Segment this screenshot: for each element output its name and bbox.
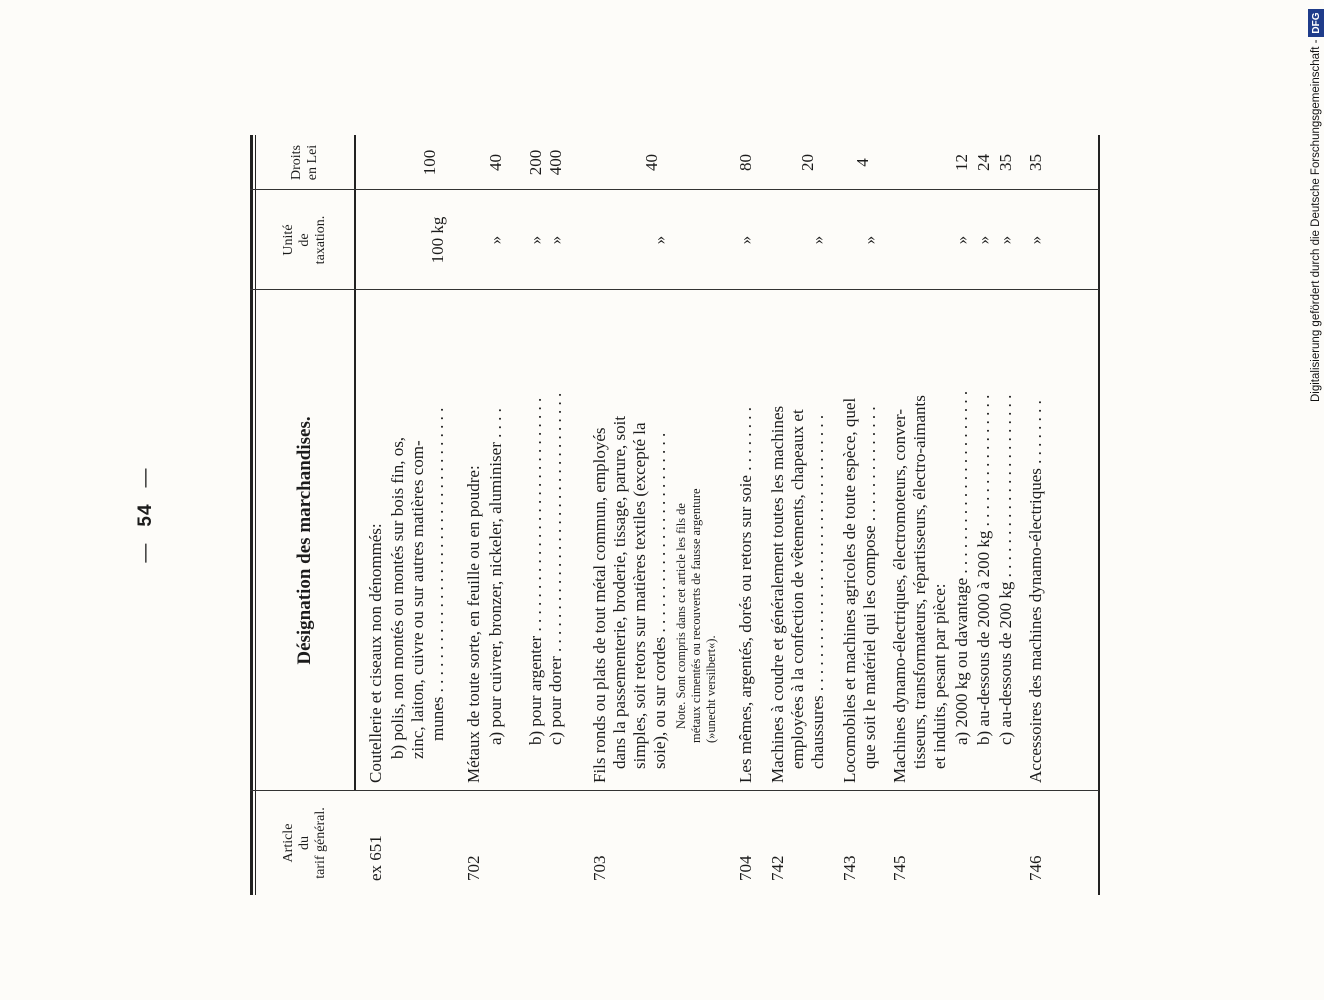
- row-703-line1: Fils ronds ou plats de tout métal commun, employés: [590, 427, 609, 783]
- row-745-line1: Machines dynamo-électriques, électromoteurs, conver-: [890, 409, 909, 783]
- row-743-line1: Locomobiles et machines agricoles de toute espèce, quel: [840, 397, 859, 783]
- article-703: 703: [590, 855, 609, 881]
- row-742-line2: employées à la confection de vêtements, chapeaux et: [788, 409, 807, 769]
- unit-ex651b: 100 kg: [428, 216, 447, 264]
- unit-704: »: [736, 235, 755, 245]
- credit-text: Digitalisierung gefördert durch die Deutsche Forschungsgemeinschaft -: [1310, 39, 1322, 402]
- header-unit-l3: taxation.: [313, 215, 328, 265]
- article-743: 743: [840, 855, 859, 881]
- col-rule-1: [250, 790, 1099, 791]
- header-article-l2: du: [297, 836, 312, 851]
- row-ex651b-line3: munes . . . . . . . . . . . . . . . . . . . . . . . . . . . . . . . . . .: [428, 407, 447, 741]
- dash-left: —: [135, 542, 156, 563]
- tariff-table: [250, 135, 1100, 895]
- header-article: [258, 791, 352, 895]
- article-ex651: ex 651: [366, 835, 385, 881]
- unit-745c: »: [996, 235, 1015, 245]
- header-article-l1: Article: [281, 823, 296, 863]
- row-745-line2: tisseurs, transformateurs, répartisseurs, électro-aimants: [910, 395, 929, 769]
- unit-745a: »: [952, 235, 971, 245]
- duty-746: 35: [1026, 154, 1045, 171]
- header-unit-l1: Unité: [281, 224, 296, 256]
- rotated-page: [95, 135, 1315, 895]
- unit-703: »: [650, 235, 669, 245]
- duty-745b: 24: [974, 154, 993, 171]
- duty-ex651b: 100: [420, 149, 439, 176]
- row-742-line1: Machines à coudre et généralement toutes les machines: [768, 405, 787, 783]
- unit-743: »: [860, 235, 879, 245]
- duty-704: 80: [736, 154, 755, 171]
- row-703-line3: simples, soit retors sur matières textiles (excepté la: [630, 422, 649, 769]
- header-designation: Désignation des marchandises.: [294, 416, 315, 665]
- row-703-line2: dans la passementerie, broderie, tissage, parure, soit: [610, 415, 629, 769]
- duty-745c: 35: [996, 154, 1015, 171]
- row-702a-line1: a) pour cuivrer, bronzer, nickeler, aluminiser . . . .: [486, 408, 505, 745]
- page-number-value: 54: [135, 503, 156, 527]
- dash-right: —: [135, 467, 156, 488]
- unit-702b: »: [526, 235, 545, 245]
- duty-702c: 400: [546, 149, 565, 176]
- article-702: 702: [464, 855, 483, 881]
- row-743-line2: que soit le matériel qui les compose . . . . . . . . . . . . . .: [860, 406, 879, 769]
- row-745b-line1: b) au-dessous de 2000 à 200 kg . . . . . . . . . . . . . . . .: [974, 394, 993, 745]
- header-unit: [258, 190, 352, 290]
- row-702c-line1: c) pour dorer . . . . . . . . . . . . . . . . . . . . . . . . . . . . . . .: [546, 392, 565, 745]
- header-duty-l1: Droits: [289, 145, 304, 180]
- row-ex651b-line1: b) polis, non montés ou montés sur bois fin, os,: [388, 436, 407, 759]
- duty-745a: 12: [952, 154, 971, 171]
- row-ex651-line1: Coutellerie et ciseaux non dénommés:: [366, 523, 385, 783]
- note-703-line1: Note. Sont compris dans cet article les fils de: [674, 503, 688, 729]
- dfg-logo: DFG: [1308, 9, 1324, 36]
- header-article-l3: tarif général.: [313, 807, 328, 879]
- digitization-credit-text: [1307, 12, 1324, 402]
- row-745a-line1: a) 2000 kg ou davantage . . . . . . . . . . . . . . . . . . . . . .: [952, 390, 971, 745]
- unit-742: »: [808, 235, 827, 245]
- row-702-line1: Métaux de toute sorte, en feuille ou en poudre:: [464, 465, 483, 783]
- table-top-rule-thin: [255, 135, 256, 895]
- duty-702b: 200: [526, 149, 545, 176]
- row-745-line3: et induits, pesant par pièce:: [930, 583, 949, 769]
- article-746: 746: [1026, 855, 1045, 881]
- row-745c-line1: c) au-dessous de 200 kg . . . . . . . . . . . . . . . . . . . . . .: [996, 394, 1015, 745]
- table-bottom-rule: [1098, 135, 1100, 895]
- row-742-line3: chaussures . . . . . . . . . . . . . . . . . . . . . . . . . . . . . . . . .: [808, 414, 827, 769]
- unit-702a: »: [486, 235, 505, 245]
- header-duty: [258, 135, 352, 190]
- unit-746: »: [1026, 235, 1045, 245]
- table-top-rule: [250, 135, 253, 895]
- duty-742: 20: [798, 154, 817, 171]
- row-702b-line1: b) pour argenter . . . . . . . . . . . . . . . . . . . . . . . . . . . .: [526, 397, 545, 745]
- duty-703: 40: [642, 154, 661, 171]
- header-rule: [354, 135, 356, 791]
- row-ex651b-line2: zinc, laiton, cuivre ou sur autres matières com-: [408, 440, 427, 759]
- article-704: 704: [736, 855, 755, 881]
- duty-702a: 40: [486, 154, 505, 171]
- unit-745b: »: [974, 235, 993, 245]
- page-number: [135, 135, 157, 895]
- row-704-line1: Les mêmes, argentés, dorés ou retors sur soie . . . . . . . .: [736, 407, 755, 783]
- unit-702c: »: [546, 235, 565, 245]
- article-742: 742: [768, 855, 787, 881]
- article-745: 745: [890, 855, 909, 881]
- header-unit-l2: de: [297, 233, 312, 247]
- row-703-line4: soie), ou sur cordes . . . . . . . . . . . . . . . . . . . . . . . .: [650, 432, 669, 769]
- header-duty-l2: en Lei: [305, 144, 320, 181]
- row-746-line1: Accessoires des machines dynamo-électriques . . . . . . . .: [1026, 400, 1045, 783]
- duty-743: 4: [853, 158, 872, 167]
- note-703-line2: métaux cimentés ou recouverts de fausse argenture: [689, 488, 703, 743]
- digitization-credit: [1305, 10, 1324, 410]
- note-703-line3: (»unecht versilbert«).: [704, 635, 718, 743]
